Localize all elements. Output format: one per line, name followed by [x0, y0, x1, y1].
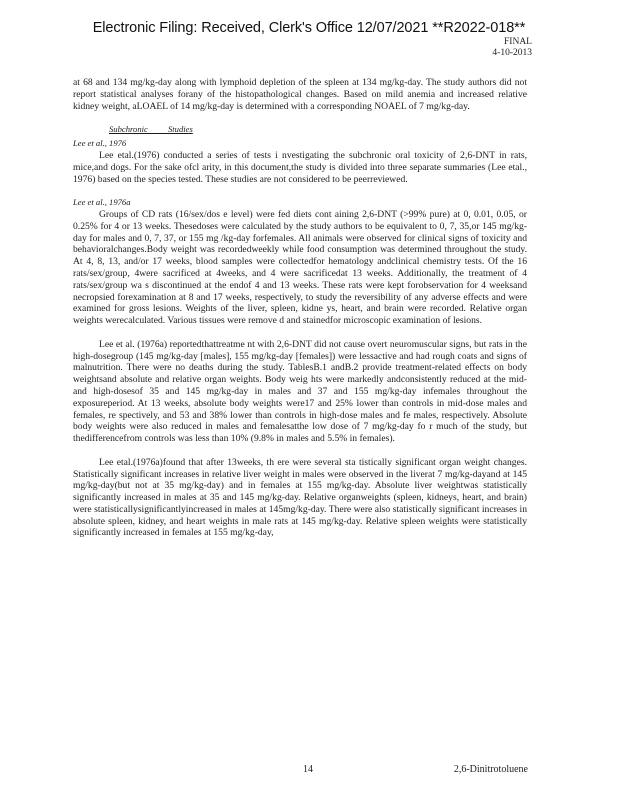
paragraph-2: Lee etal.(1976) conducted a series of tests i nvestigating the subchronic oral toxicity of 2,6-DNT in rats, mice,and dogs. For the sake ofcl arity, in this document,the study is divided into three separate summaries (Lee etal., 1976) based on the species tested. These studies are not considered to be peerreviewed.	[73, 149, 527, 185]
header-status: FINAL	[504, 37, 532, 47]
header-date: 4-10-2013	[492, 48, 532, 58]
paragraph-4: Lee et al. (1976a) reportedthattreatme nt with 2,6-DNT did not cause overt neuromuscular signs, but rats in the high-dosegroup (145 mg/kg-day [males], 155 mg/kg-day [females]) were lessactive and had rough coats and signs of malnutrition. There were no deaths during the study. TablesB.1 andB.2 provide treatment-related effects on body weightsand absolute and relative organ weights. Body weig hts were markedly andconsistently reduced at the mid- and high-dosesof 35 and 145 mg/kg-day in males and 37 and 155 mg/kg-day infemales throughout the exposureperiod. At 13 weeks, absolute body weights were17 and 25% lower than controls in mid-dose males and females, re spectively, and 53 and 38% lower than controls in high-dose males and fe males, respectively. Absolute body weights were also reduced in males and femalesatthe low dose of 7 mg/kg-day fo r much of the study, but thedifferencefrom controls was less than 10% (9.8% in males and 5.5% in females).	[73, 338, 527, 445]
section-heading: Subchronic Studies	[109, 124, 193, 135]
paragraph-3: Groups of CD rats (16/sex/dos e level) were fed diets cont aining 2,6-DNT (>99% pure) at 0, 0.01, 0.05, or 0.25% for 4 or 13 weeks. Thesedoses were calculated by the study authors to be equivalent to 0, 7, 35,or 145 mg/kg-day for males and 0, 7, 37, or 155 mg /kg-day forfemales. All animals were observed for clinical signs of toxicity and behavioralchanges.Body weight was recordedweekly while food consumption was determined throughout the study. At 4, 8, 13, and/or 17 weeks, blood samples were collectedfor hematology andclinical chemistry tests. Of the 16 rats/sex/group, 4were sacrificed at 4weeks, and 4 were sacrificedat 13 weeks. Additionally, the treatment of 4 rats/sex/group wa s discontinued at the endof 4 and 13 weeks. These rats were kept forobservation for 4 weeksand necropsied forexamination at 8 and 17 weeks, respectively, to study the reversibility of any adverse effects and were examined for gross lesions. Weights of the liver, spleen, kidne ys, heart, and brain were recorded. Relative organ weights werecalculated. Various tissues were remove d and stainedfor microscopic examination of lesions.	[73, 208, 527, 327]
document-header	[492, 37, 532, 59]
citation-heading-2: Lee et al., 1976a	[73, 197, 131, 208]
document-body	[73, 77, 527, 551]
paragraph-1: at 68 and 134 mg/kg-day along with lymphoid depletion of the spleen at 134 mg/kg-day. The study authors did not report statistical analyses forany of the histopathological changes. Based on mild anemia and increased relative kidney weight, aLOAEL of 14 mg/kg-day is determined with a corresponding NOAEL of 7 mg/kg-day.	[73, 77, 527, 112]
filing-banner: Electronic Filing: Received, Clerk's Office 12/07/2021 **R2022-018**	[92, 20, 526, 36]
footer-title: 2,6-Dinitrotoluene	[453, 764, 528, 775]
citation-heading-1: Lee et al., 1976	[73, 138, 127, 149]
page-number: 14	[303, 764, 313, 775]
paragraph-5: Lee etal.(1976a)found that after 13weeks, th ere were several sta tistically significant organ weight changes. Statistically significant increases in relative liver weight in males were observed in the liverat 7 mg/kg-dayand at 145 mg/kg-day(but not at 35 mg/kg-day) and in females at 155 mg/kg-day. Absolute liver weightwas statistically significantly increased in males at 35 and 145 mg/kg-day. Relative organweights (spleen, kidneys, heart, and brain) were statisticallysignificantlyincreased in males at 145mg/kg-day. There were also statistically significant increases in absolute spleen, kidney, and heart weights in male rats at 145 mg/kg-day. Relative spleen weights were statistically significantly increased in females at 155 mg/kg-day,	[73, 456, 527, 539]
